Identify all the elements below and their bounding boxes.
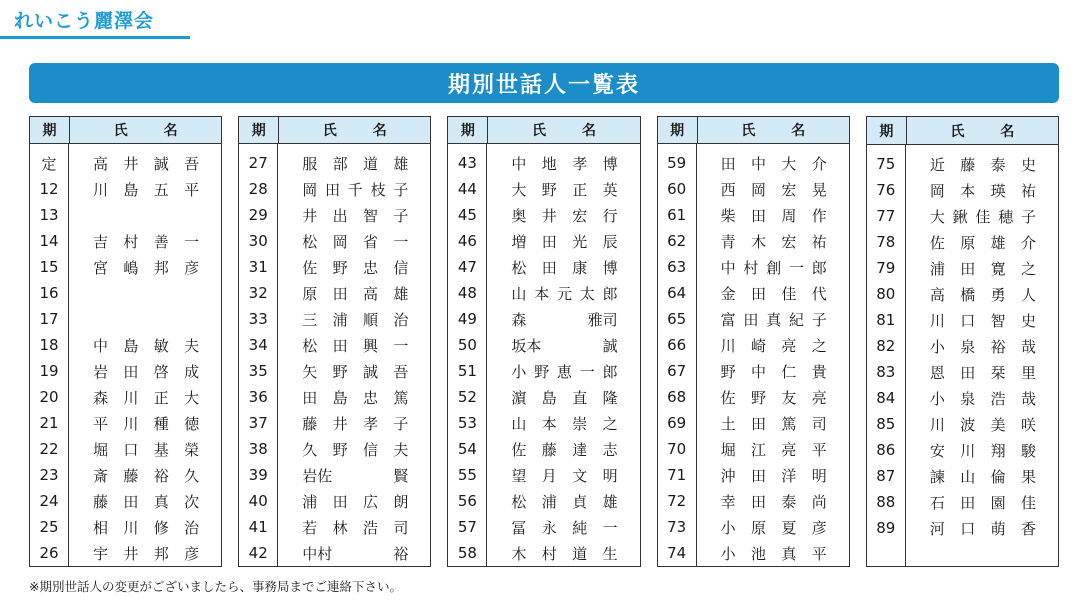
name-cell: 濵 島 直 隆 xyxy=(511,388,618,407)
ki-cell: 48 xyxy=(457,284,477,302)
name-cell: 藤 井 孝 子 xyxy=(302,414,409,433)
ki-cell: 60 xyxy=(667,180,687,198)
ki-cell: 38 xyxy=(248,440,268,458)
ki-cell: 39 xyxy=(248,466,268,484)
name-cell: 堀 江 亮 平 xyxy=(720,440,827,459)
ki-cell: 74 xyxy=(667,544,687,562)
name-column xyxy=(697,144,849,566)
name-cell: 大 鍬 佳 穂 子 xyxy=(929,207,1037,226)
ki-cell: 88 xyxy=(876,493,896,511)
name-cell: 沖 田 洋 明 xyxy=(720,466,827,485)
ki-cell: 76 xyxy=(876,181,896,199)
table-body xyxy=(658,144,849,566)
name-cell: 柴 田 周 作 xyxy=(720,206,827,225)
ki-cell: 36 xyxy=(248,388,268,406)
ki-cell: 83 xyxy=(876,363,896,381)
ki-cell: 87 xyxy=(876,467,896,485)
ki-cell: 46 xyxy=(457,232,477,250)
ki-cell: 43 xyxy=(457,154,477,172)
ki-cell: 77 xyxy=(876,207,896,225)
ki-cell: 14 xyxy=(39,232,59,250)
name-cell: 田 中 大 介 xyxy=(720,154,827,173)
name-cell: 若 林 浩 司 xyxy=(302,518,409,537)
name-cell: 岩 田 啓 成 xyxy=(93,362,200,381)
name-cell: 中 村 裕 xyxy=(302,544,409,563)
table-body xyxy=(448,144,639,566)
name-column xyxy=(906,145,1058,566)
name-cell: 安 川 翔 駿 xyxy=(929,441,1036,460)
ki-cell: 37 xyxy=(248,414,268,432)
ki-cell: 49 xyxy=(457,310,477,328)
name-cell: 青 木 宏 祐 xyxy=(720,232,827,251)
ki-cell: 68 xyxy=(667,388,687,406)
table-header xyxy=(867,117,1058,145)
header-name: 氏名 xyxy=(113,123,214,139)
name-cell: 富 田 真 紀 子 xyxy=(720,310,827,329)
header-name: 氏名 xyxy=(741,123,842,139)
ki-cell: 82 xyxy=(876,337,896,355)
name-cell: 幸 田 泰 尚 xyxy=(720,492,827,511)
name-cell: 藤 田 真 次 xyxy=(93,492,200,511)
name-cell: 小 泉 浩 哉 xyxy=(929,389,1036,408)
ki-cell: 80 xyxy=(876,285,896,303)
name-cell: 平 川 種 徳 xyxy=(93,414,200,433)
ki-cell: 28 xyxy=(248,180,268,198)
name-cell: 川 島 五 平 xyxy=(93,180,200,199)
name-cell: 森 雅 司 xyxy=(511,310,618,329)
ki-cell: 55 xyxy=(457,466,477,484)
ki-cell: 27 xyxy=(248,154,268,172)
name-cell: 宇 井 邦 彦 xyxy=(93,544,200,563)
name-cell: 土 田 篤 司 xyxy=(720,414,827,433)
ki-cell: 61 xyxy=(667,206,687,224)
title-banner xyxy=(29,63,1059,103)
ki-cell: 26 xyxy=(39,544,59,562)
name-cell: 恩 田 栞 里 xyxy=(929,363,1036,382)
page-title: 期別世話人一覧表 xyxy=(447,72,640,98)
ki-cell: 15 xyxy=(39,258,59,276)
name-cell: 岩 佐 賢 xyxy=(302,466,409,485)
ki-cell: 71 xyxy=(667,466,687,484)
name-cell: 井 出 智 子 xyxy=(302,206,409,225)
name-cell: 望 月 文 明 xyxy=(511,466,618,485)
name-column xyxy=(487,144,639,566)
name-cell: 高 井 誠 吾 xyxy=(93,154,200,173)
header-ki: 期 xyxy=(448,117,488,143)
ki-cell: 85 xyxy=(876,415,896,433)
name-cell: 小 原 夏 彦 xyxy=(720,518,827,537)
header-ki: 期 xyxy=(30,117,70,143)
ki-cell: 30 xyxy=(248,232,268,250)
name-cell: 相 川 修 治 xyxy=(93,518,200,537)
name-cell: 吉 村 善 一 xyxy=(93,232,200,251)
ki-column xyxy=(448,144,487,566)
ki-cell: 65 xyxy=(667,310,687,328)
ki-cell: 78 xyxy=(876,233,896,251)
ki-cell: 44 xyxy=(457,180,477,198)
name-cell: 浦 田 寛 之 xyxy=(929,259,1036,278)
ki-cell: 35 xyxy=(248,362,268,380)
name-cell: 川 口 智 史 xyxy=(929,311,1036,330)
ki-cell: 18 xyxy=(39,336,59,354)
ki-cell: 69 xyxy=(667,414,687,432)
table-header xyxy=(448,117,639,144)
name-cell: 佐 藤 達 志 xyxy=(511,440,618,459)
name-column xyxy=(278,144,430,566)
ki-cell: 52 xyxy=(457,388,477,406)
header-ki: 期 xyxy=(239,117,279,143)
roster-table-5 xyxy=(866,116,1059,567)
ki-cell: 40 xyxy=(248,492,268,510)
ki-cell: 79 xyxy=(876,259,896,277)
ki-cell: 16 xyxy=(39,284,59,302)
name-cell: 浦 田 広 朗 xyxy=(302,492,409,511)
ki-cell: 22 xyxy=(39,440,59,458)
name-cell: 小 池 真 平 xyxy=(720,544,827,563)
name-cell: 佐 原 雄 介 xyxy=(929,233,1036,252)
table-header xyxy=(30,117,221,144)
name-cell xyxy=(69,306,221,332)
ki-cell: 17 xyxy=(39,310,59,328)
name-cell: 佐 野 忠 信 xyxy=(302,258,409,277)
ki-cell: 67 xyxy=(667,362,687,380)
name-cell xyxy=(69,280,221,306)
name-cell: 河 口 萌 香 xyxy=(929,519,1036,538)
name-cell: 岡 本 瑛 祐 xyxy=(929,181,1036,200)
ki-cell: 29 xyxy=(248,206,268,224)
name-cell: 高 橋 勇 人 xyxy=(929,285,1036,304)
ki-cell: 64 xyxy=(667,284,687,302)
name-cell: 宮 嶋 邦 彦 xyxy=(93,258,200,277)
ki-cell: 75 xyxy=(876,155,896,173)
name-cell xyxy=(69,202,221,228)
ki-column xyxy=(239,144,278,566)
ki-cell: 21 xyxy=(39,414,59,432)
ki-cell: 54 xyxy=(457,440,477,458)
name-cell: 山 本 元 太 郎 xyxy=(511,284,618,303)
name-cell: 小 野 恵 一 郎 xyxy=(511,362,618,381)
name-cell: 久 野 信 夫 xyxy=(302,440,409,459)
tables-container xyxy=(29,116,1059,567)
ki-cell: 32 xyxy=(248,284,268,302)
ki-cell: 66 xyxy=(667,336,687,354)
name-cell: 木 村 道 生 xyxy=(511,544,618,563)
ki-column xyxy=(658,144,697,566)
table-body xyxy=(239,144,430,566)
ki-cell: 42 xyxy=(248,544,268,562)
name-cell: 松 田 康 博 xyxy=(511,258,618,277)
name-column xyxy=(69,144,221,566)
name-cell: 坂 本 誠 xyxy=(511,336,618,355)
name-cell: 中 島 敏 夫 xyxy=(93,336,200,355)
name-cell: 田 島 忠 篤 xyxy=(302,388,409,407)
ki-cell: 31 xyxy=(248,258,268,276)
name-cell: 松 田 興 一 xyxy=(302,336,409,355)
roster-table-2 xyxy=(238,116,431,567)
ki-cell: 12 xyxy=(39,180,59,198)
table-header xyxy=(658,117,849,144)
header-name: 氏名 xyxy=(532,123,632,139)
roster-table-1 xyxy=(29,116,222,567)
name-cell: 西 岡 宏 晃 xyxy=(720,180,827,199)
name-cell: 小 泉 裕 哉 xyxy=(929,337,1036,356)
name-cell: 斎 藤 裕 久 xyxy=(93,466,200,485)
name-cell: 矢 野 誠 吾 xyxy=(302,362,409,381)
ki-cell: 84 xyxy=(876,389,896,407)
name-cell: 冨 永 純 一 xyxy=(511,518,618,537)
brand-logo-text: れいこう麗澤会 xyxy=(14,10,155,32)
footer-note: ※期別世話人の変更がございましたら、事務局までご連絡下さい。 xyxy=(29,579,402,594)
name-cell: 三 浦 順 治 xyxy=(302,310,409,329)
ki-cell: 58 xyxy=(457,544,477,562)
ki-column xyxy=(30,144,69,566)
ki-cell: 23 xyxy=(39,466,59,484)
roster-table-3 xyxy=(447,116,640,567)
ki-cell: 89 xyxy=(876,519,896,537)
ki-cell: 45 xyxy=(457,206,477,224)
brand-underline xyxy=(0,36,190,39)
name-cell: 石 田 園 佳 xyxy=(929,493,1036,512)
table-body xyxy=(30,144,221,566)
name-cell: 中 地 孝 博 xyxy=(511,154,618,173)
name-cell: 松 浦 貞 雄 xyxy=(511,492,618,511)
ki-cell: 57 xyxy=(457,518,477,536)
ki-cell: 59 xyxy=(667,154,687,172)
ki-cell: 定 xyxy=(41,154,57,173)
header-name: 氏名 xyxy=(950,123,1051,140)
ki-cell: 25 xyxy=(39,518,59,536)
ki-cell: 34 xyxy=(248,336,268,354)
ki-cell: 33 xyxy=(248,310,268,328)
name-cell: 服 部 道 雄 xyxy=(302,154,409,173)
name-cell: 松 岡 省 一 xyxy=(302,232,409,251)
ki-cell: 70 xyxy=(667,440,687,458)
name-cell: 近 藤 泰 史 xyxy=(929,155,1036,174)
ki-cell: 56 xyxy=(457,492,477,510)
name-cell: 森 川 正 大 xyxy=(93,388,200,407)
name-cell: 増 田 光 辰 xyxy=(511,232,618,251)
ki-column xyxy=(867,145,906,566)
name-cell: 岡 田 千 枝 子 xyxy=(302,180,409,199)
ki-cell: 86 xyxy=(876,441,896,459)
ki-cell: 62 xyxy=(667,232,687,250)
ki-cell: 19 xyxy=(39,362,59,380)
name-cell: 川 波 美 咲 xyxy=(929,415,1036,434)
ki-cell: 63 xyxy=(667,258,687,276)
name-cell: 佐 野 友 亮 xyxy=(720,388,827,407)
ki-cell: 73 xyxy=(667,518,687,536)
header-ki: 期 xyxy=(867,117,907,144)
name-cell: 原 田 高 雄 xyxy=(302,284,409,303)
ki-cell: 53 xyxy=(457,414,477,432)
name-cell: 中 村 創 一 郎 xyxy=(720,258,827,277)
ki-cell: 24 xyxy=(39,492,59,510)
ki-cell: 72 xyxy=(667,492,687,510)
name-cell: 奥 井 宏 行 xyxy=(511,206,618,225)
table-header xyxy=(239,117,430,144)
ki-cell: 47 xyxy=(457,258,477,276)
name-cell: 野 中 仁 貴 xyxy=(720,362,827,381)
name-cell: 堀 口 基 榮 xyxy=(93,440,200,459)
roster-table-4 xyxy=(657,116,850,567)
ki-cell: 20 xyxy=(39,388,59,406)
name-cell: 大 野 正 英 xyxy=(511,180,618,199)
ki-cell: 50 xyxy=(457,336,477,354)
ki-cell: 13 xyxy=(39,206,59,224)
header-name: 氏名 xyxy=(322,123,423,139)
name-cell: 山 本 崇 之 xyxy=(511,414,618,433)
name-cell: 金 田 佳 代 xyxy=(720,284,827,303)
ki-cell: 41 xyxy=(248,518,268,536)
ki-cell: 81 xyxy=(876,311,896,329)
name-cell: 諫 山 倫 果 xyxy=(929,467,1036,486)
table-body xyxy=(867,145,1058,566)
header-ki: 期 xyxy=(658,117,698,143)
name-cell: 川 崎 亮 之 xyxy=(720,336,827,355)
ki-cell: 51 xyxy=(457,362,477,380)
